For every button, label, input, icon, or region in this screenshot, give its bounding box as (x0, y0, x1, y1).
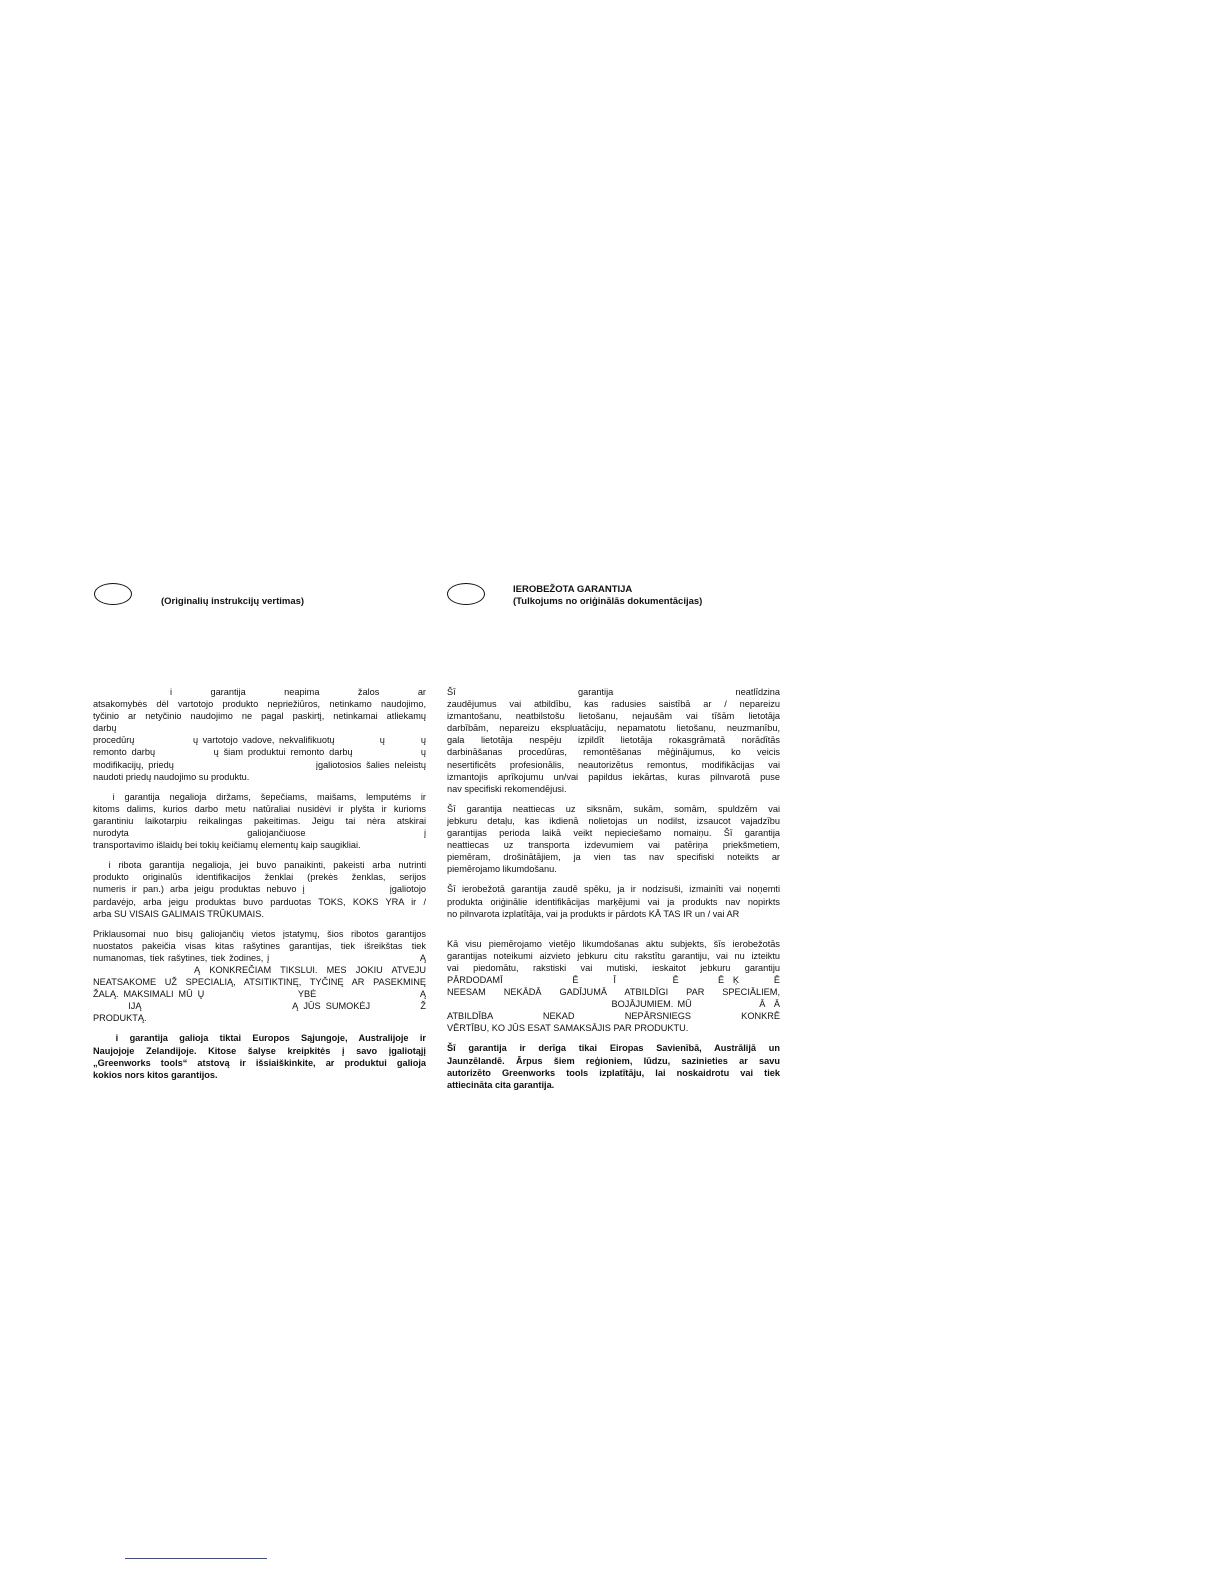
warranty-paragraph (447, 1042, 780, 1090)
warranty-paragraph (93, 1032, 426, 1080)
paragraph-line: kitoms dalims, kurios darbo metu natūraliai nusidėvi ir plyšta ir kurioms (93, 803, 426, 814)
paragraph-line: BOJĀJUMIEM. MŪ Ā Ā (447, 999, 780, 1010)
paragraph-line: garantiniu laikotarpiu reikalingas pakeitimas. Jeigu tai nėra atskirai (93, 815, 426, 826)
warranty-paragraph (447, 938, 780, 1035)
paragraph-line: nesertificēts profesionālis, neautorizētus remontus, modifikācijas vai (447, 759, 780, 770)
warranty-paragraph (447, 803, 780, 876)
section-title-lv: IEROBEŽOTA GARANTIJA (513, 584, 633, 595)
paragraph-line: numeris ir pan.) arba jeigu produktas nebuvo į įgaliotojo (93, 884, 426, 895)
paragraph-line: ATBILDĪBA NEKAD NEPĀRSNIEGS KONKRĒ (447, 1011, 780, 1022)
section-subtitle-lt: (Originalių instrukcijų vertimas) (161, 596, 305, 607)
paragraph-line: Šī ierobežotā garantija zaudē spēku, ja ir nodzisuši, izmainīti vai noņemti (447, 884, 780, 895)
paragraph-line: nav specifiski rekomendējusi. (447, 783, 567, 794)
paragraph-line: IJĄ Ą JŪS SUMOKĖJ Ž (93, 1001, 426, 1012)
paragraph-line: naudoti priedų naudojimo su produktu. (93, 771, 250, 782)
paragraph-line: PĀRDODAMĪ Ē Ī Ē Ē Ķ Ē (447, 974, 780, 985)
paragraph-line: i garantija negalioja diržams, šepečiams, maišams, lemputėms ir (93, 791, 426, 802)
paragraph-line: ŽALĄ. MAKSIMALI MŪ Ų YBĖ Ą (93, 989, 426, 1000)
warranty-paragraph (447, 883, 780, 919)
paragraph-line: darbināšanas procedūras, remontēšanas mēģinājumus, ko veicis (447, 747, 780, 758)
paragraph-line: zaudējumus vai atbildību, kas radusies saistībā ar / nepareizu (447, 699, 780, 710)
paragraph-line: Šī garantija neattiecas uz siksnām, sukām, somām, spuldzēm vai (447, 803, 780, 814)
paragraph-line: garantijas noteikumi aizvieto jebkuru citu rakstītu garantiju, vai nu izteiktu (447, 950, 780, 961)
warranty-paragraph (447, 686, 780, 795)
paragraph-line: atsakomybės dėl vartotojo produkto nepriežiūros, netinkamo naudojimo, (93, 699, 426, 710)
paragraph-line: PRODUKTĄ. (93, 1013, 147, 1024)
paragraph-line: transportavimo išlaidų bei tokių keičiamų elementų kaip saugikliai. (93, 840, 361, 851)
paragraph-line: modifikacijų, priedų įgaliotosios šalies neleistų (93, 759, 426, 770)
paragraph-spacer (447, 928, 780, 938)
paragraph-line: i garantija neapima žalos ar (93, 687, 426, 697)
paragraph-line: Priklausomai nuo bisų galiojančių vietos įstatymų, šios ribotos garantijos (93, 928, 426, 939)
paragraph-line: remonto darbų ų šiam produktui remonto darbų ų (93, 747, 426, 758)
paragraph-line: „Greenworks tools“ atstovą ir išsiaiškinkite, ar produktui galioja (93, 1057, 426, 1068)
paragraph-line: vai piedomātu, rakstiski vai mutiski, ieskaitot jebkuru garantiju (447, 962, 780, 973)
section-header-lt (161, 596, 304, 608)
paragraph-line: NEESAM NEKĀDĀ GADĪJUMĀ ATBILDĪGI PAR SPECIĀLIEM, (447, 987, 780, 998)
paragraph-line: Jaunzēlandē. Ārpus šiem reģioniem, lūdzu, sazinieties ar savu (447, 1055, 780, 1066)
paragraph-line: Kā visu piemērojamo vietējo likumdošanas aktu subjekts, šīs ierobežotās (447, 938, 780, 949)
paragraph-line: darbų (93, 723, 117, 734)
language-code-oval-lv (447, 583, 485, 605)
paragraph-line: Šī garantija neatlīdzina (447, 687, 780, 697)
section-header-lv (513, 584, 702, 608)
footer-divider-line (125, 1558, 267, 1559)
paragraph-line: tyčinio ar netyčinio naudojimo ne pagal paskirtį, netinkamai atliekamų (93, 711, 426, 722)
paragraph-line: NEATSAKOME UŽ SPECIALIĄ, ATSITIKTINĘ, TYČINĘ AR PASEKMINĘ (93, 977, 426, 988)
paragraph-line: neattiecas uz transporta izdevumiem vai patēriņa priekšmetiem, (447, 840, 780, 851)
paragraph-line: darbībām, nepareizu ekspluatāciju, nepamatotu lietošanu, neuzmanību, (447, 723, 780, 734)
paragraph-line: piemēram, drošinātājiem, ja vien tas nav specifiski noteikts ar (447, 852, 780, 863)
warranty-paragraph (93, 859, 426, 919)
paragraph-line: i ribota garantija negalioja, jei buvo panaikinti, pakeisti arba nutrinti (93, 860, 426, 871)
paragraph-line: Šī garantija ir derīga tikai Eiropas Savienībā, Austrālijā un (447, 1043, 780, 1054)
paragraph-line: jebkuru detaļu, kas ikdienā nolietojas un nodilst, izsaucot vajadzību (447, 815, 780, 826)
paragraph-line: attiecināta cita garantija. (447, 1079, 555, 1090)
paragraph-line: Ą KONKREČIAM TIKSLUI. MES JOKIU ATVEJU (93, 964, 426, 975)
paragraph-line: pardavėjo, arba jeigu produktas buvo parduotas TOKS, KOKS YRA ir / (93, 896, 426, 907)
paragraph-line: nuostatos pakeičia visas kitas rašytines garantijas, tiek išreikštas tiek (93, 940, 426, 951)
paragraph-line: procedūrų ų vartotojo vadove, nekvalifikuotų ų ų (93, 735, 426, 746)
warranty-text-column-lt (93, 686, 426, 1089)
warranty-paragraph (93, 791, 426, 851)
warranty-paragraph (93, 928, 426, 1025)
paragraph-line: Naujojoje Zelandijoje. Kitose šalyse kreipkitės į savo įgaliotąjį (93, 1045, 426, 1056)
paragraph-line: numanomas, tiek rašytines, tiek žodines, į Ą (93, 952, 426, 963)
warranty-text-column-lv (447, 686, 780, 1099)
paragraph-line: garantijas perioda laikā veikt nepieciešamo nomaiņu. Šī garantija (447, 828, 780, 839)
paragraph-line: arba SU VISAIS GALIMAIS TRŪKUMAIS. (93, 908, 264, 919)
paragraph-line: izmantošanu, neatbilstošu lietošanu, nejaušām vai tīšām lietotāja (447, 711, 780, 722)
warranty-paragraph (93, 686, 426, 783)
paragraph-line: piemērojamo likumdošanu. (447, 864, 557, 875)
paragraph-line: no pilnvarota izplatītāja, vai ja produkts ir pārdots KĀ TAS IR un / vai AR (447, 908, 740, 919)
paragraph-line: produkto originalūs identifikacijos ženklai (prekės ženklas, serijos (93, 872, 426, 883)
paragraph-line: autorizēto Greenworks tools izplatītāju, lai noskaidrotu vai tiek (447, 1067, 780, 1078)
paragraph-line: izmantojis aprīkojumu un/vai papildus iekārtas, kuras pilnvarotā puse (447, 771, 780, 782)
section-subtitle-lv: (Tulkojums no oriģinālās dokumentācijas) (513, 596, 703, 607)
paragraph-line: produkta oriģinālie identifikācijas marķējumi vai ja produkts nav nopirkts (447, 896, 780, 907)
paragraph-line: i garantija galioja tiktai Europos Sąjungoje, Australijoje ir (93, 1033, 426, 1044)
language-code-oval-lt (94, 583, 132, 605)
paragraph-line: kokios nors kitos garantijos. (93, 1069, 218, 1080)
paragraph-line: VĒRTĪBU, KO JŪS ESAT SAMAKSĀJIS PAR PRODUKTU. (447, 1023, 689, 1034)
paragraph-line: gala lietotāja nespēju izpildīt lietotāja rokasgrāmatā norādītās (447, 735, 780, 746)
paragraph-line: nurodyta galiojančiuose į (93, 828, 426, 839)
